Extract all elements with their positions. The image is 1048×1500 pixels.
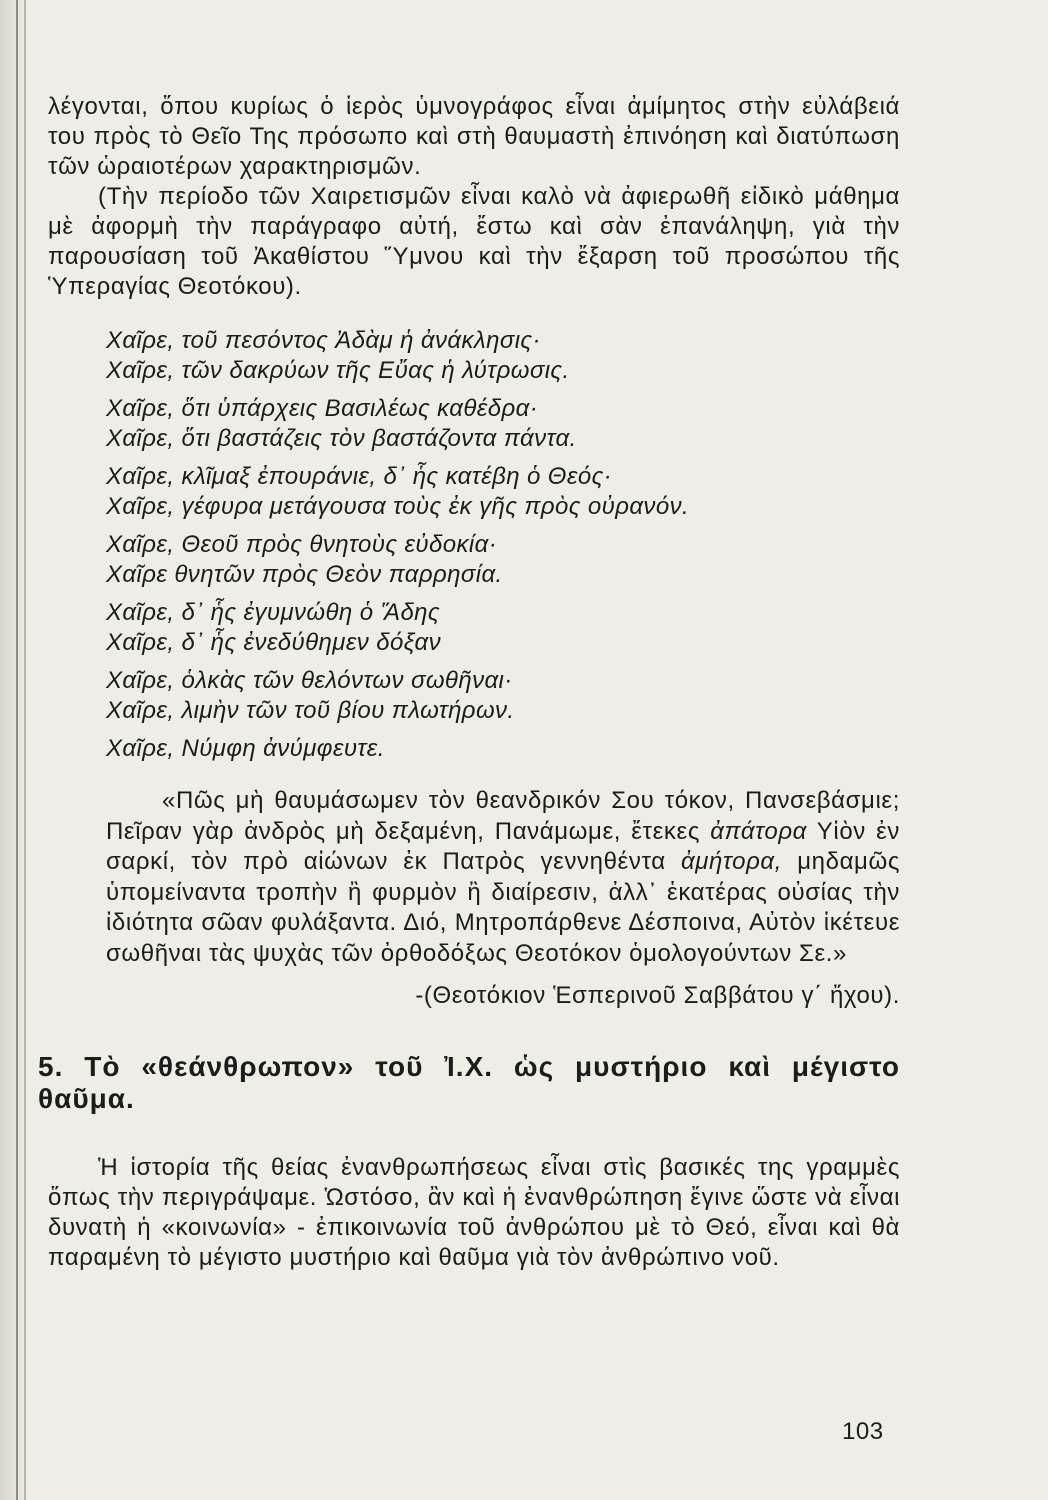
- hymn-line: Χαῖρε, Θεοῦ πρὸς θνητοὺς εὐδοκία·: [106, 531, 498, 558]
- quote-text: [106, 786, 900, 969]
- theotokion-quote: [106, 786, 900, 969]
- hymn-stanza: [106, 394, 900, 454]
- page-content: [38, 92, 900, 1273]
- hymn-line: Χαῖρε, δ᾿ ἧς ἐγυμνώθη ὁ Ἅδης: [106, 599, 440, 626]
- hymn-line: Χαῖρε, τῶν δακρύων τῆς Εὔας ἡ λύτρωσις.: [106, 357, 570, 384]
- hymn-line: Χαῖρε, ὁλκὰς τῶν θελόντων σωθῆναι·: [106, 667, 513, 694]
- hymn-line: Χαῖρε, κλῖμαξ ἐπουράνιε, δ᾿ ἧς κατέβη ὁ Θεός·: [106, 463, 613, 490]
- hymn-stanza: [106, 598, 900, 658]
- paragraph-section-body: Ἡ ἱστορία τῆς θείας ἐνανθρωπήσεως εἶναι στὶς βασικές της γραμμὲς ὅπως τὴν περιγράψαμε. Ὡστόσο, ἂν καὶ ἡ ἐνανθρώπηση ἔγινε ὥστε νὰ εἶναι δυνατὴ ἡ «κοινωνία» - ἐπικοινωνία τοῦ ἀνθρώπου μὲ τὸ Θεό, εἶναι καὶ θὰ παραμένη τὸ μέγιστο μυστήριο καὶ θαῦμα γιὰ τὸν ἀνθρώπινο νοῦ.: [48, 1154, 900, 1271]
- hymn-line: Χαῖρε, τοῦ πεσόντος Ἀδὰμ ἡ ἀνάκλησις·: [106, 327, 541, 354]
- paragraph-intro: λέγονται, ὅπου κυρίως ὁ ἱερὸς ὑμνογράφος εἶναι ἀμίμητος στὴν εὐλάβειά του πρὸς τὸ Θεῖο Της πρόσωπο καὶ στὴ θαυμαστὴ ἐπινόηση καὶ διατύπωση τῶν ὡραιοτέρων χαρακτηρισμῶν.: [48, 93, 900, 180]
- hymn-line: Χαῖρε θνητῶν πρὸς Θεὸν παρρησία.: [106, 561, 503, 588]
- quote-emphasis: ἀπάτορα: [710, 817, 807, 845]
- hymn-stanza: [106, 530, 900, 590]
- hymn-stanza: [106, 326, 900, 386]
- quote-segment: Υἱὸν ἐν σαρκί, τὸν πρὸ αἰώνων ἐκ Πατρὸς γεννηθέντα: [106, 817, 900, 875]
- section-heading: 5. Τὸ «θεάνθρωπον» τοῦ Ἰ.Χ. ὡς μυστήριο καὶ μέγιστο θαῦμα.: [38, 1051, 900, 1114]
- page-edge-line: [16, 0, 18, 1500]
- page-number: 103: [842, 1418, 884, 1445]
- book-gutter: [0, 0, 26, 1500]
- hymn-stanza: [106, 734, 900, 764]
- hymn-line: Χαῖρε, γέφυρα μετάγουσα τοὺς ἐκ γῆς πρὸς οὐρανόν.: [106, 493, 690, 520]
- quote-segment: μηδαμῶς ὑπομείναντα τροπὴν ἢ φυρμὸν ἢ διαίρεσιν, ἀλλ᾿ ἑκατέρας οὐσίας τὴν ἰδιότητα σῶαν φυλάξαντα. Διό, Μητροπάρθενε Δέσποινα, Αὐτὸν ἱκέτευε σωθῆναι τὰς ψυχὰς τῶν ὀρθοδόξως Θεοτόκον ὁμολογούντων Σε.»: [106, 848, 900, 967]
- hymn-verses: [106, 326, 900, 764]
- quote-emphasis: ἀμήτορα,: [680, 848, 782, 875]
- hymn-stanza: [106, 462, 900, 522]
- hymn-line: Χαῖρε, δ᾿ ἧς ἐνεδύθημεν δόξαν: [106, 629, 442, 656]
- quote-segment: «Πῶς μὴ θαυμάσωμεν τὸν θεανδρικόν Σου τόκον, Πανσεβάσμιε; Πεῖραν γὰρ ἀνδρὸς μὴ δεξαμένη, Πανάμωμε, ἔτεκες: [106, 787, 900, 845]
- hymn-line: Χαῖρε, λιμὴν τῶν τοῦ βίου πλωτήρων.: [106, 697, 515, 724]
- quote-attribution: -(Θεοτόκιον Ἑσπερινοῦ Σαββάτου γ΄ ἤχου).: [415, 982, 900, 1009]
- hymn-line: Χαῖρε, ὅτι ὑπάρχεις Βασιλέως καθέδρα·: [106, 395, 539, 422]
- hymn-line: Χαῖρε, ὅτι βαστάζεις τὸν βαστάζοντα πάντα.: [106, 425, 577, 452]
- paragraph-note: (Τὴν περίοδο τῶν Χαιρετισμῶν εἶναι καλὸ νὰ ἀφιερωθῆ εἰδικὸ μάθημα μὲ ἀφορμὴ τὴν παράγραφο αὐτή, ἔστω καὶ σὰν ἐπανάληψη, γιὰ τὴν παρουσίαση τοῦ Ἀκαθίστου Ὕμνου καὶ τὴν ἔξαρση τοῦ προσώπου τῆς Ὑπεραγίας Θεοτόκου).: [48, 183, 900, 300]
- hymn-line: Χαῖρε, Νύμφη ἀνύμφευτε.: [106, 735, 385, 762]
- hymn-stanza: [106, 666, 900, 726]
